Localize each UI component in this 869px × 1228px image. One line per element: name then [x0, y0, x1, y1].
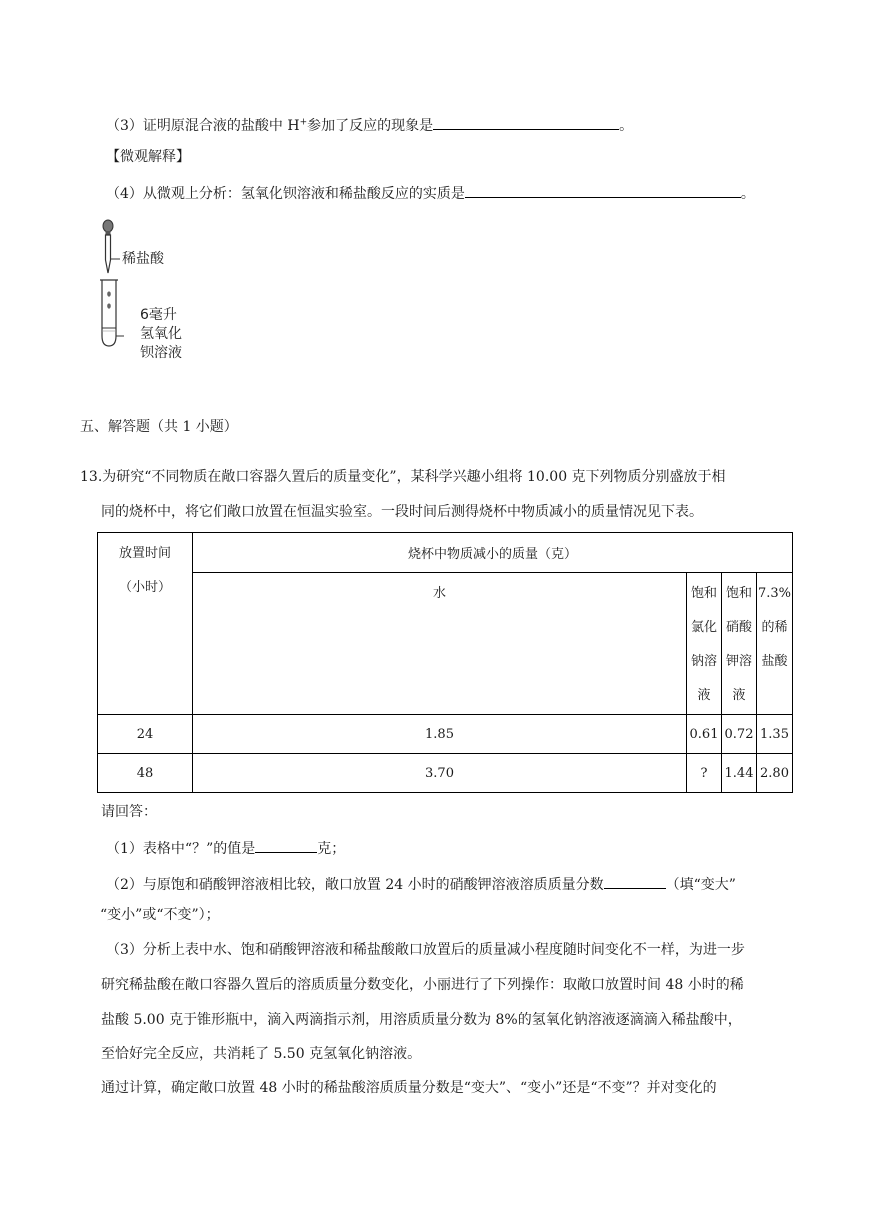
answer-3-line-5: 通过计算，确定敞口放置 48 小时的稀盐酸溶质质量分数是“变大”、“变小”还是“不变”？并对变化的	[101, 1080, 717, 1096]
section-5-heading: 五、解答题（共 1 小题）	[80, 419, 238, 435]
answer-3-line-1: （3）分析上表中水、饱和硝酸钾溶液和稀盐酸敞口放置后的质量减小程度随时间变化不一样，为进一步	[106, 942, 745, 958]
time-header-line-1: 放置时间	[118, 546, 171, 561]
nacl-value-cell: ?	[687, 754, 722, 793]
kno3-header-line: 钾溶	[725, 654, 752, 669]
table-subheader-row	[98, 573, 793, 715]
question-3-text-2: 参加了反应的现象是	[307, 118, 434, 134]
tube-label-line-3: 钡溶液	[140, 345, 182, 361]
nacl-header-cell	[687, 573, 722, 715]
water-value-cell: 3.70	[193, 754, 687, 793]
mass-header-cell: 烧杯中物质减小的质量（克）	[193, 533, 793, 573]
kno3-header-line: 硝酸	[725, 620, 752, 635]
nacl-header-line: 饱和	[690, 586, 717, 601]
nacl-header-line: 钠溶	[690, 654, 717, 669]
answer-2	[106, 872, 736, 895]
tube-label-line-1: 6毫升	[140, 307, 177, 323]
answer-intro: 请回答：	[101, 804, 157, 820]
question-3	[106, 113, 633, 136]
answer-blank-a1[interactable]	[255, 836, 317, 853]
question-13-line-2: 同的烧杯中，将它们敞口放置在恒温实验室。一段时间后测得烧杯中物质减小的质量情况见下表。	[101, 504, 703, 520]
nacl-header-line: 氯化	[690, 620, 717, 635]
h-plus-superscript: +	[299, 117, 308, 128]
water-header: 水	[432, 586, 446, 601]
question-4	[106, 181, 755, 204]
answer-1-text: （1）表格中“？”的值是	[106, 841, 256, 857]
water-value-cell: 1.85	[193, 715, 687, 754]
dropper-label: 稀盐酸	[122, 251, 164, 267]
table-row	[98, 754, 793, 793]
time-header-line-2: （小时）	[118, 580, 171, 595]
micro-explanation-heading: 【微观解释】	[106, 149, 190, 165]
question-4-text: （4）从微观上分析：氢氧化钡溶液和稀盐酸反应的实质是	[106, 186, 465, 202]
hcl-header-line: 的稀	[761, 620, 788, 635]
kno3-header-line: 饱和	[725, 586, 752, 601]
kno3-value-cell: 1.44	[722, 754, 757, 793]
answer-3-line-2: 研究稀盐酸在敞口容器久置后的溶质质量分数变化，小丽进行了下列操作：取敞口放置时间 48 小时的稀	[101, 977, 744, 993]
table-header-row	[98, 533, 793, 573]
hcl-header-cell	[757, 573, 793, 715]
hcl-value-cell: 2.80	[757, 754, 793, 793]
apparatus-figure	[96, 218, 206, 368]
answer-2-text: （2）与原饱和硝酸钾溶液相比较，敞口放置 24 小时的硝酸钾溶液溶质质量分数	[106, 877, 604, 893]
nacl-header-line: 液	[697, 688, 711, 703]
answer-blank-a2[interactable]	[604, 872, 666, 889]
tube-label-line-2: 氢氧化	[140, 326, 182, 342]
kno3-header-line: 液	[732, 688, 746, 703]
table-row	[98, 715, 793, 754]
answer-blank-q4[interactable]	[465, 181, 741, 198]
answer-blank-q3[interactable]	[433, 113, 619, 130]
answer-3-line-4: 至恰好完全反应，共消耗了 5.50 克氢氧化钠溶液。	[101, 1046, 422, 1062]
kno3-value-cell: 0.72	[722, 715, 757, 754]
nacl-value-cell: 0.61	[687, 715, 722, 754]
time-header-cell	[98, 533, 193, 715]
answer-1	[106, 836, 345, 859]
data-table	[97, 532, 793, 793]
time-cell: 24	[98, 715, 193, 754]
answer-3-line-3: 盐酸 5.00 克于锥形瓶中，滴入两滴指示剂，用溶质质量分数为 8%的氢氧化钠溶液逐滴滴入稀盐酸中，	[101, 1012, 742, 1028]
question-13-line-1: 13.为研究“不同物质在敞口容器久置后的质量变化”，某科学兴趣小组将 10.00 克下列物质分别盛放于相	[80, 469, 726, 485]
time-cell: 48	[98, 754, 193, 793]
question-3-text: （3）证明原混合液的盐酸中 H	[106, 118, 300, 134]
water-header-cell	[193, 573, 687, 715]
hcl-header-line: 盐酸	[761, 654, 788, 669]
hcl-header-line: 7.3%	[757, 586, 792, 601]
answer-2-line-2: “变小”或“不变”）；	[100, 907, 220, 923]
kno3-header-cell	[722, 573, 757, 715]
answer-1-end: 克；	[317, 841, 346, 857]
hcl-value-cell: 1.35	[757, 715, 793, 754]
question-3-end: 。	[619, 118, 634, 134]
question-4-end: 。	[740, 186, 755, 202]
answer-2-end: （填“变大”	[665, 877, 736, 893]
